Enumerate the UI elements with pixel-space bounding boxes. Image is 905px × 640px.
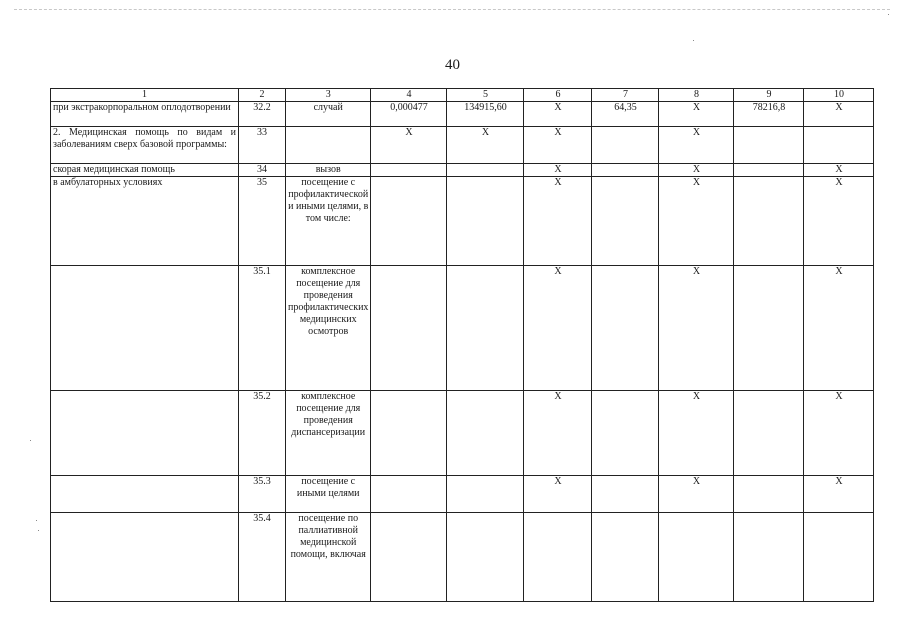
value-cell — [371, 513, 447, 602]
scan-edge-line — [14, 9, 890, 10]
column-header: 5 — [447, 89, 524, 102]
table-row — [51, 177, 874, 266]
value-cell: X — [524, 391, 592, 476]
value-cell: 134915,60 — [447, 102, 524, 127]
column-header: 1 — [51, 89, 239, 102]
row-label — [51, 513, 239, 602]
value-cell — [734, 164, 804, 177]
scan-speck — [38, 530, 39, 531]
value-cell: X — [804, 476, 874, 513]
value-cell: X — [524, 177, 592, 266]
value-cell — [734, 476, 804, 513]
value-cell: 0,000477 — [371, 102, 447, 127]
table-row — [51, 164, 874, 177]
table-row — [51, 266, 874, 391]
data-table — [50, 88, 874, 602]
value-cell — [592, 164, 659, 177]
row-label: при экстракорпоральном оплодотворении — [51, 102, 239, 127]
value-cell — [592, 266, 659, 391]
value-cell: X — [659, 127, 734, 164]
table-row — [51, 102, 874, 127]
value-cell: X — [659, 177, 734, 266]
row-number: 34 — [239, 164, 286, 177]
value-cell: X — [447, 127, 524, 164]
column-header: 7 — [592, 89, 659, 102]
value-cell: X — [659, 164, 734, 177]
table-row — [51, 391, 874, 476]
value-cell: X — [659, 476, 734, 513]
value-cell: X — [804, 164, 874, 177]
column-header: 4 — [371, 89, 447, 102]
scan-speck — [888, 14, 889, 15]
row-number: 35 — [239, 177, 286, 266]
row-number: 35.1 — [239, 266, 286, 391]
column-header: 10 — [804, 89, 874, 102]
value-cell — [447, 391, 524, 476]
value-cell — [371, 476, 447, 513]
value-cell: X — [524, 164, 592, 177]
table-row — [51, 513, 874, 602]
unit-cell: комплексное посещение для проведения профилактических медицинских осмотров — [286, 266, 371, 391]
row-number: 32.2 — [239, 102, 286, 127]
value-cell — [447, 266, 524, 391]
scan-speck — [30, 440, 31, 441]
value-cell — [447, 513, 524, 602]
value-cell — [804, 127, 874, 164]
unit-cell: посещение с иными целями — [286, 476, 371, 513]
unit-cell: случай — [286, 102, 371, 127]
value-cell — [592, 513, 659, 602]
value-cell: X — [804, 266, 874, 391]
unit-cell — [286, 127, 371, 164]
value-cell: X — [804, 177, 874, 266]
value-cell: X — [659, 266, 734, 391]
value-cell — [659, 513, 734, 602]
value-cell — [592, 476, 659, 513]
column-header: 6 — [524, 89, 592, 102]
value-cell — [447, 177, 524, 266]
row-number: 35.4 — [239, 513, 286, 602]
value-cell — [447, 164, 524, 177]
header-row — [51, 89, 874, 102]
unit-cell: посещение с профилактической и иными целями, в том числе: — [286, 177, 371, 266]
value-cell — [371, 164, 447, 177]
value-cell: X — [804, 391, 874, 476]
value-cell: X — [524, 127, 592, 164]
row-label — [51, 476, 239, 513]
row-number: 35.3 — [239, 476, 286, 513]
value-cell: X — [524, 102, 592, 127]
value-cell: X — [524, 266, 592, 391]
value-cell — [592, 391, 659, 476]
value-cell — [734, 391, 804, 476]
value-cell — [524, 513, 592, 602]
scan-speck — [693, 40, 694, 41]
value-cell — [447, 476, 524, 513]
value-cell — [371, 391, 447, 476]
value-cell — [592, 177, 659, 266]
row-label — [51, 391, 239, 476]
row-label: в амбулаторных условиях — [51, 177, 239, 266]
row-label: скорая медицинская помощь — [51, 164, 239, 177]
value-cell: X — [524, 476, 592, 513]
value-cell — [371, 177, 447, 266]
value-cell: 78216,8 — [734, 102, 804, 127]
row-label: 2. Медицинская помощь по видам и заболеваниям сверх базовой программы: — [51, 127, 239, 164]
row-number: 35.2 — [239, 391, 286, 476]
column-header: 8 — [659, 89, 734, 102]
row-label — [51, 266, 239, 391]
value-cell — [734, 127, 804, 164]
value-cell: 64,35 — [592, 102, 659, 127]
scan-speck — [36, 520, 37, 521]
unit-cell: посещение по паллиативной медицинской помощи, включая — [286, 513, 371, 602]
value-cell — [371, 266, 447, 391]
value-cell: X — [659, 391, 734, 476]
table-row — [51, 476, 874, 513]
column-header: 3 — [286, 89, 371, 102]
value-cell — [734, 266, 804, 391]
column-header: 9 — [734, 89, 804, 102]
table-row — [51, 127, 874, 164]
unit-cell: комплексное посещение для проведения диспансеризации — [286, 391, 371, 476]
page-number: 40 — [445, 57, 460, 73]
row-number: 33 — [239, 127, 286, 164]
value-cell — [734, 513, 804, 602]
column-header: 2 — [239, 89, 286, 102]
value-cell — [804, 513, 874, 602]
value-cell — [592, 127, 659, 164]
value-cell: X — [371, 127, 447, 164]
value-cell: X — [804, 102, 874, 127]
value-cell — [734, 177, 804, 266]
unit-cell: вызов — [286, 164, 371, 177]
value-cell: X — [659, 102, 734, 127]
